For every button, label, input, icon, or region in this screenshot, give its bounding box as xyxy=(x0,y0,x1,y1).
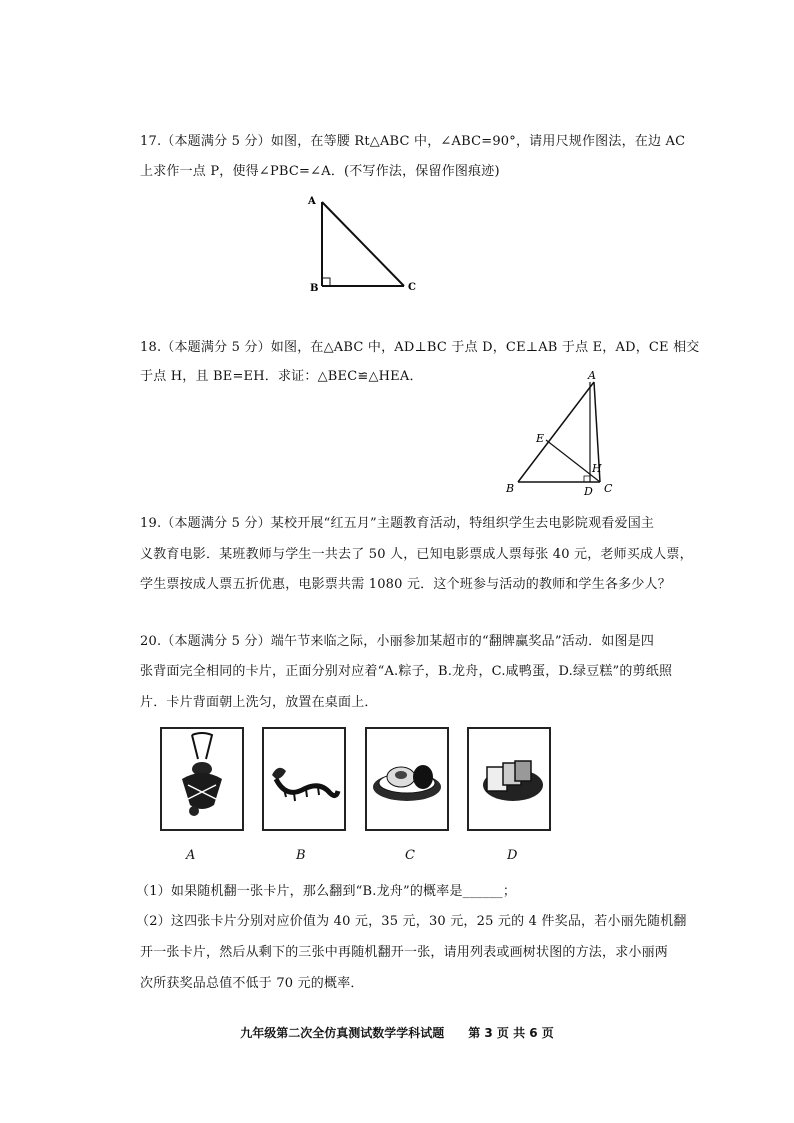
q18-label-h: H xyxy=(592,462,602,475)
card-a-zongzi-image xyxy=(160,727,244,831)
q17-label-b: B xyxy=(310,283,319,294)
q18-label-d: D xyxy=(584,485,593,496)
q20-sub2-line2: 开一张卡片，然后从剩下的三张中再随机翻开一张，请用列表或画树状图的方法，求小丽两 xyxy=(140,945,669,960)
q18-triangle-figure xyxy=(500,368,630,496)
q17-label-c: C xyxy=(408,282,416,293)
q20-sub1: （1）如果随机翻一张卡片，那么翻到“B.龙舟”的概率是______； xyxy=(136,884,517,899)
card-c-salted-egg-image xyxy=(365,727,449,831)
q19-text-line2: 义教育电影．某班教师与学生一共去了 50 人，已知电影票成人票每张 40 元，老师买成人票， xyxy=(140,547,693,562)
q17-triangle-figure xyxy=(300,190,430,300)
q18-label-a: A xyxy=(588,369,596,382)
q19-text-line1: 19.（本题满分 5 分）某校开展“红五月”主题教育活动，特组织学生去电影院观看爱国主 xyxy=(140,516,655,531)
q20-text-line2: 张背面完全相同的卡片，正面分别对应着“A.粽子，B.龙舟，C.咸鸭蛋，D.绿豆糕”的剪纸照 xyxy=(140,664,673,679)
q18-text-line2: 于点 H，且 BE=EH．求证：△BEC≌△HEA． xyxy=(140,369,423,384)
card-d-mung-bean-cake-image xyxy=(467,727,551,831)
q18-text-line1: 18.（本题满分 5 分）如图，在△ABC 中，AD⊥BC 于点 D，CE⊥AB 于点 E，AD，CE 相交 xyxy=(140,340,700,355)
q18-label-e: E xyxy=(536,432,545,445)
q17-text-line2: 上求作一点 P，使得∠PBC=∠A．(不写作法，保留作图痕迹) xyxy=(140,164,500,179)
q18-label-c: C xyxy=(604,482,613,495)
q19-text-line3: 学生票按成人票五折优惠，电影票共需 1080 元．这个班参与活动的教师和学生各多少人？ xyxy=(140,577,671,592)
q20-sub2-line1: （2）这四张卡片分别对应价值为 40 元，35 元，30 元，25 元的 4 件奖品，若小丽先随机翻 xyxy=(136,914,687,929)
q20-sub2-line3: 次所获奖品总值不低于 70 元的概率． xyxy=(140,976,364,991)
q17-text-line1: 17.（本题满分 5 分）如图，在等腰 Rt△ABC 中，∠ABC=90°，请用尺规作图法，在边 AC xyxy=(140,134,686,149)
q18-label-b: B xyxy=(506,482,515,495)
card-b-dragon-boat-image xyxy=(262,727,346,831)
q20-text-line3: 片．卡片背面朝上洗匀，放置在桌面上． xyxy=(140,695,378,710)
q20-text-line1: 20.（本题满分 5 分）端午节来临之际，小丽参加某超市的“翻牌赢奖品”活动．如图是四 xyxy=(140,634,655,649)
card-label-c: C xyxy=(405,848,415,863)
q17-label-a: A xyxy=(308,196,316,207)
card-label-a: A xyxy=(186,848,196,863)
card-label-d: D xyxy=(507,848,518,863)
card-label-b: B xyxy=(296,848,306,863)
page-footer: 九年级第二次全仿真测试数学学科试题 第 3 页 共 6 页 xyxy=(240,1026,554,1040)
